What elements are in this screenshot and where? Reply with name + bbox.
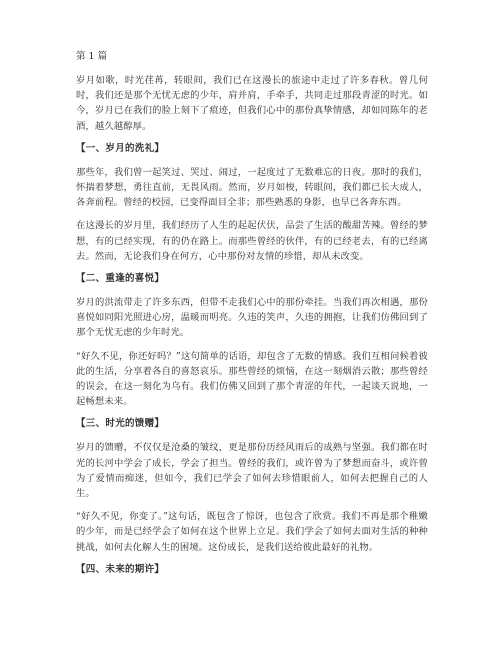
section-3-paragraph-1: 岁月的馈赠，不仅仅是沧桑的皱纹，更是那份历经风雨后的成熟与坚强。我们都在时光的长河中学会了成长，学会了担当。曾经的我们，或许曾为了梦想而奋斗，或许曾为了爱情而痴迷，但如今，我们已学会了如何去珍惜眼前人，如何去把握自己的人生。 xyxy=(76,442,428,500)
section-heading-3: 【三、时光的馈赠】 xyxy=(76,418,165,430)
section-heading-2: 【二、重逢的喜悦】 xyxy=(76,273,165,285)
section-1-paragraph-1: 那些年，我们曾一起笑过、哭过、闹过，一起度过了无数难忘的日夜。那时的我们，怀揣着梦想，勇往直前，无畏风雨。然而，岁月如梭，转眼间，我们都已长大成人，各奔前程。曾经的校园，已变得面目全非；那些熟悉的身影，也早已各奔东西。 xyxy=(76,166,428,209)
document-title: 第 1 篇 xyxy=(76,51,108,62)
section-heading-1: 【一、岁月的洗礼】 xyxy=(76,142,165,154)
section-1-paragraph-2: 在这漫长的岁月里，我们经历了人生的起起伏伏，品尝了生活的酸甜苦辣。曾经的梦想，有的已经实现，有的仍在路上。而那些曾经的伙伴，有的已经老去，有的已经离去。然而，无论我们身在何方，心中那份对友情的珍惜，却从未改变。 xyxy=(76,220,428,262)
section-2-paragraph-2: “好久不见，你还好吗？”这句简单的话语，却包含了无数的情感。我们互相问候着彼此的生活，分享着各自的喜怒哀乐。那些曾经的烦恼，在这一刻烟消云散；那些曾经的误会，在这一刻化为乌有。我们仿佛又回到了那个青涩的年代，一起谈天说地，一起畅想未来。 xyxy=(76,350,428,408)
section-heading-4: 【四、未来的期许】 xyxy=(76,563,165,575)
section-3-paragraph-2: “好久不见，你变了。”这句话，既包含了惊讶，也包含了欣赏。我们不再是那个稚嫩的少年，而是已经学会了如何在这个世界上立足。我们学会了如何去面对生活的种种挑战，如何去化解人生的困境。这份成长，是我们送给彼此最好的礼物。 xyxy=(76,511,428,553)
document-page xyxy=(76,50,428,586)
section-2-paragraph-1: 岁月的洪流带走了许多东西，但带不走我们心中的那份牵挂。当我们再次相遇，那份喜悦如同阳光照进心房，温暖而明亮。久违的笑声，久违的拥抱，让我们仿佛回到了那个无忧无虑的少年时光。 xyxy=(76,297,428,339)
intro-paragraph: 岁月如歌，时光荏苒，转眼间，我们已在这漫长的旅途中走过了许多春秋。曾几何时，我们还是那个无忧无虑的少年，肩并肩，手牵手，共同走过那段青涩的时光。如今，岁月已在我们的脸上刻下了痕迹，但我们心中的那份真挚情感，却如同陈年的老酒，越久越醇厚。 xyxy=(76,75,428,132)
